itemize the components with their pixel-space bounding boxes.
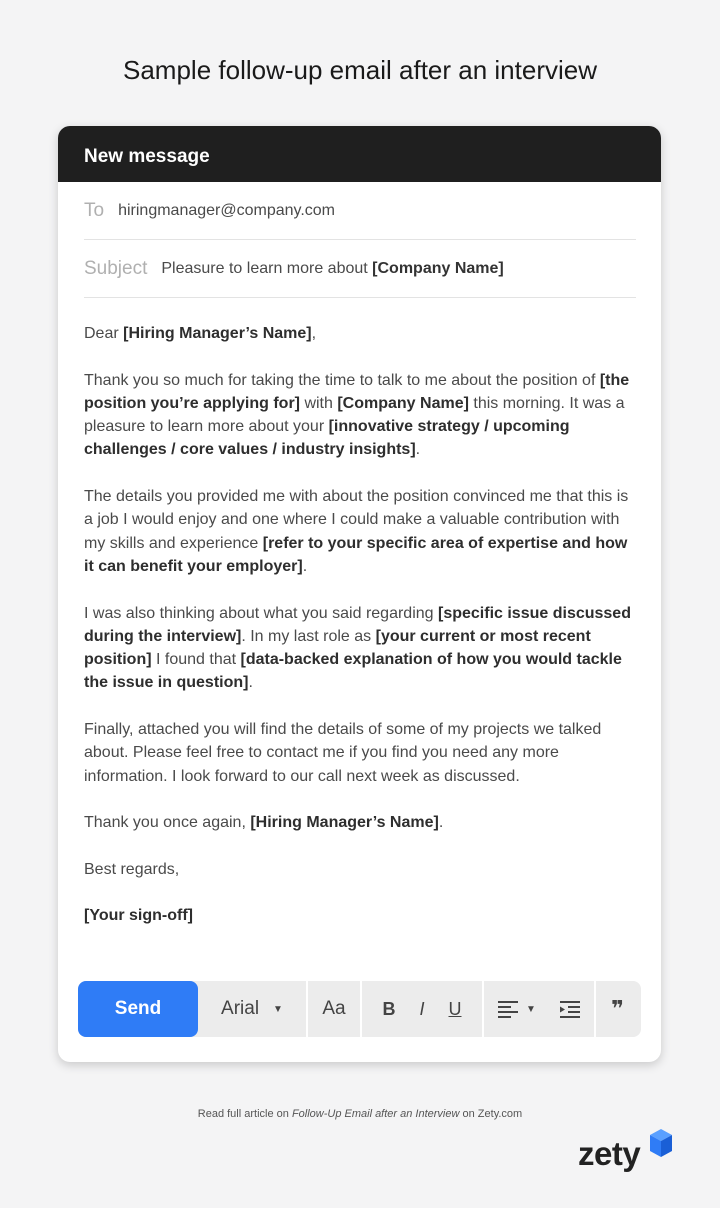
p5-text-c: .: [438, 814, 444, 832]
p5-text-a: Thank you once again,: [84, 814, 251, 832]
font-size-button[interactable]: [306, 981, 360, 1037]
p1-placeholder-d: [Company Name]: [337, 394, 469, 412]
footer-text-a: Read full article on: [197, 1108, 292, 1120]
quote-button[interactable]: [594, 981, 639, 1037]
p3-placeholder-f: [data-backed explanation of how you would tackle the issue in question]: [84, 651, 622, 692]
align-caret-down-icon: ▼: [526, 1003, 536, 1015]
caret-down-icon: ▼: [273, 1003, 283, 1015]
paragraph-4: Finally, attached you will find the details of some of my projects we talked about. Please feel free to contact me if you find you need any more information. I look forward to our call next week as discussed.: [84, 721, 602, 785]
page-title: Sample follow-up email after an interview: [123, 55, 597, 85]
italic-button[interactable]: I: [419, 998, 425, 1019]
paragraph-3: [84, 602, 639, 695]
logo-wordmark: zety: [578, 1135, 641, 1172]
subject-text: Pleasure to learn more about: [161, 259, 373, 277]
greeting-text: Dear: [84, 325, 124, 342]
subject-field[interactable]: [84, 240, 636, 298]
window-title: New message: [58, 126, 661, 182]
signoff: [84, 904, 639, 927]
p1-text-g: .: [415, 441, 421, 459]
greeting-placeholder: [Hiring Manager’s Name]: [123, 325, 312, 342]
greeting-end: ,: [311, 325, 317, 342]
p1-placeholder-b: [the position you’re applying for]: [84, 371, 630, 412]
to-field[interactable]: [84, 182, 636, 240]
zety-logo: [578, 1125, 678, 1175]
p3-text-g: .: [248, 674, 253, 692]
font-size-label: Aa: [322, 998, 346, 1019]
footer-note: [0, 1108, 720, 1120]
signoff-placeholder: [Your sign-off]: [84, 907, 194, 925]
align-left-icon-svg: [498, 1000, 518, 1018]
p3-text-c: . In my last role as: [241, 627, 376, 645]
p3-placeholder-d: [your current or most recent position]: [84, 627, 591, 669]
subject-label: Subject: [84, 257, 148, 279]
article-link[interactable]: Follow-Up Email after an Interview: [291, 1108, 460, 1120]
p5-placeholder-b: [Hiring Manager’s Name]: [250, 814, 439, 832]
p2-text-a: The details you provided me with about the position convinced me that this is a job I would enjoy and one where I could make a valuable contribution with my skills and experience: [84, 488, 629, 552]
text-format-group: [360, 981, 482, 1037]
message-body[interactable]: [84, 322, 639, 951]
align-left-icon[interactable]: [498, 1000, 536, 1018]
underline-button[interactable]: U: [448, 998, 462, 1019]
subject-value[interactable]: [161, 260, 503, 278]
quote-icon: ❞: [611, 996, 624, 1021]
to-label: To: [84, 199, 105, 221]
p1-text-a: Thank you so much for taking the time to talk to me about the position of: [84, 371, 600, 389]
bold-button[interactable]: B: [382, 998, 396, 1019]
logo-cube-icon: [646, 1127, 676, 1163]
indent-icon-svg: [560, 1000, 580, 1018]
greeting: [84, 322, 639, 345]
closing: Best regards,: [84, 860, 180, 878]
p2-text-c: .: [302, 557, 308, 575]
font-dropdown[interactable]: [198, 981, 306, 1037]
p1-text-c: with: [300, 394, 338, 412]
subject-placeholder: [Company Name]: [372, 259, 504, 277]
to-value[interactable]: hiringmanager@company.com: [118, 201, 336, 219]
format-toolbar: [78, 981, 641, 1037]
paragraph-5: [84, 811, 639, 834]
p3-text-e: I found that: [151, 651, 241, 669]
paragraph-1: [84, 369, 639, 462]
p3-text-a: I was also thinking about what you said regarding: [84, 604, 438, 622]
font-label: Arial: [221, 998, 260, 1019]
align-group: [482, 981, 594, 1037]
p3-placeholder-b: [specific issue discussed during the interview]: [84, 604, 631, 645]
p2-placeholder-b: [refer to your specific area of expertise and how it can benefit your employer]: [84, 534, 628, 575]
p1-text-e: this morning. It was a pleasure to learn more about your: [84, 394, 625, 436]
paragraph-2: [84, 485, 639, 578]
send-button[interactable]: Send: [78, 981, 198, 1037]
footer-text-c: on Zety.com: [459, 1108, 523, 1120]
p1-placeholder-f: [innovative strategy / upcoming challenges / core values / industry insights]: [84, 418, 570, 459]
compose-window: [58, 126, 661, 1062]
indent-icon[interactable]: [560, 1000, 580, 1018]
